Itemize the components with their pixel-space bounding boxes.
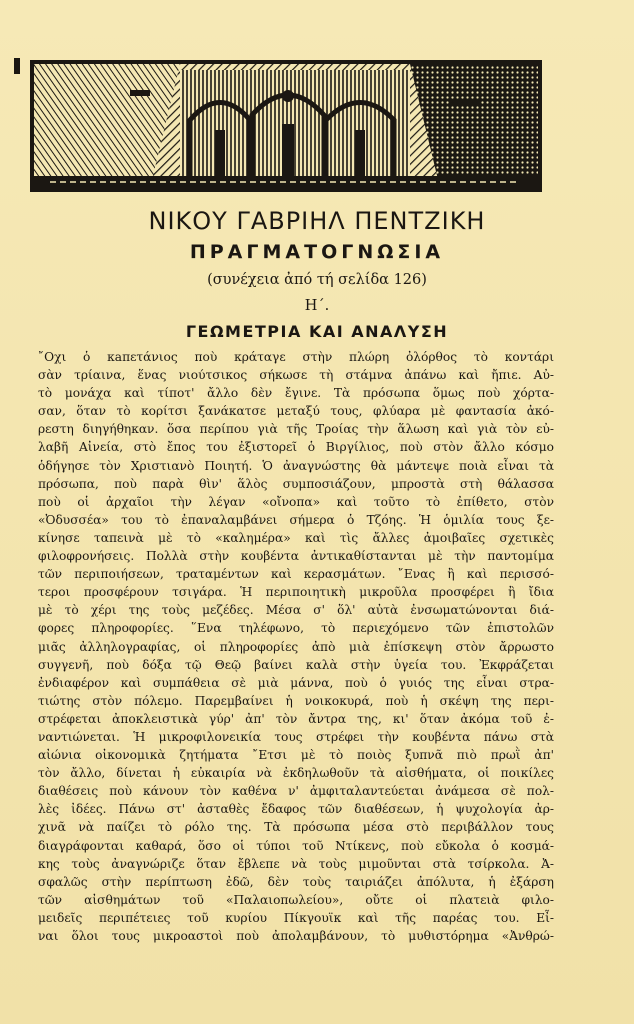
- body-line: τῶν αἰσθημάτων τοῦ «Παλαιοπωλείου», οὔτε οἱ πλατειὰ φιλο-: [38, 892, 554, 907]
- body-line: χινᾶ νὰ παίζει τὸ ρόλο της. Τὰ πρόσωπα μέσα στὸ περιβάλλον τους: [38, 820, 554, 835]
- body-line: φιλοφρονήσεις. Πολλὰ στὴν κουβέντα ἀντικαθίστανται μὲ τὴν παντομίμα: [38, 549, 554, 564]
- body-line: σὰν τρίαινα, ἕνας νιούτσικος σήκωσε τὴ στάμνα ἀπάνω καὶ ἤπιε. Αὐ-: [38, 368, 554, 383]
- corner-mark: [14, 58, 20, 74]
- body-line: τιώτης στὸν πόλεμο. Παρεμβαίνει ἡ νοικοκυρά, ποὺ ἡ σκέψη της περι-: [38, 693, 554, 708]
- body-line: σφαλῶς στὴν περίπτωση ἐδῶ, δὲν τοὺς ταιριάζει ἀπόλυτα, ἡ ἐξάρση: [38, 874, 554, 889]
- body-line: ρεστη διηγήθηκαν. ὅσα περίπου γιὰ τῆς Τροίας τὴν ἅλωση καὶ γιὰ τὸν εὐ-: [38, 422, 554, 437]
- body-line: τῶν περιποιήσεων, τραταμέντων καὶ κερασμάτων. ῎Ενας ἢ καὶ περισσό-: [38, 567, 554, 582]
- body-line: διαγράφονται καθαρά, ὅσο οἱ τύποι τοῦ Ντίκενς, ποὺ εὔκολα ὁ κοσμά-: [38, 838, 554, 853]
- author-name: ΝΙΚΟΥ ΓΑΒΡΙΗΛ ΠΕΝΤΖΙΚΗ: [148, 207, 486, 235]
- body-line: λαβῆ Αἰνεία, στὸ ἔπος του ἐξιστορεῖ ὁ Βιργίλιος, ποὺ στὸν ἄλλο κόσμο: [38, 440, 554, 455]
- body-line: μειδεῖς περιπέτειες τοῦ κυρίου Πίκγουϊκ καὶ τῆς παρέας του. Εἶ-: [38, 910, 554, 925]
- body-line: στρέφεται ἀποκλειστικὰ γύρ' ἀπ' τὸν ἄντρα της, κι' ὅταν ἀκόμα τοῦ ἐ-: [38, 711, 554, 726]
- body-line: κίνησε ταπεινὰ μὲ τὸ «καλημέρα» καὶ τὶς ἄλλες ἀμοιβαῖες σχετικὲς: [38, 530, 554, 545]
- body-line: συγγενῆ, ποὺ δόξα τῷ Θεῷ βαίνει καλὰ στὴν ὑγεία του. Ἐκφράζεται: [38, 657, 554, 672]
- article-title: ΠΡΑΓΜΑΤΟΓΝΩΣΙΑ: [189, 241, 445, 263]
- body-line: τὸν ἄλλο, δίνεται ἡ εὐκαιρία νὰ ἐκδηλωθοῦν τὰ αἰσθήματα, οἱ ποικίλες: [38, 766, 554, 781]
- woodcut-engraving: [30, 60, 542, 192]
- body-line: ὁδήγησε τὸν Χριστιανὸ Ποιητή. Ὁ ἀναγνώστης θὰ μάντεψε ποιὰ εἶναι τὰ: [38, 458, 554, 473]
- body-line: τεροι προσφέρουν τσιγάρα. Ἡ περιποιητικὴ μικροῦλα προσφέρει ἢ ἴδια: [38, 585, 554, 600]
- section-title: ΓΕΩΜΕΤΡΙΑ ΚΑΙ ΑΝΑΛΥΣΗ: [185, 322, 449, 341]
- body-line: σαν, ὅταν τὸ κορίτσι ξανάκατσε μεταξύ τους, φλύαρα μὲ φαντασία ἀκό-: [38, 404, 554, 419]
- body-line: διαθέσεις ποὺ κάνουν τὸν καθένα ν' ἀμφιταλαντεύεται ἀνάμεσα σὲ πολ-: [38, 784, 554, 799]
- continuation-note: (συνέχεια ἀπό τή σελίδα 126): [207, 272, 427, 288]
- article-body: [38, 348, 554, 945]
- body-line: «Ὀδυσσέα» του τὸ ἐπαναλαμβάνει σήμερα ὁ Τζόης. Ἡ ὁμιλία τους ξε-: [38, 512, 554, 527]
- body-line: φορες πληροφορίες. ῞Ενα τηλέφωνο, τὸ περιεχόμενο τῶν ἐπιστολῶν: [38, 621, 554, 636]
- body-line: ναντιώνεται. Ἡ μικροφιλονεικία τους στρέφει τὴν κουβέντα πάνω στὰ: [38, 729, 554, 744]
- body-line: μιᾶς ἀλληλογραφίας, οἱ πληροφορίες ἀπὸ μιὰ ἐπίσκεψη στὸν ἄρρωστο: [38, 639, 554, 654]
- body-line: αἰώνια οἰκονομικὰ ζητήματα ῎Ετσι μὲ τὸ ποιὸς ξυπνᾶ πιὸ πρωῒ ἀπ': [38, 748, 554, 763]
- body-line: κης τοὺς ἀναγνώριζε ὅταν ἔβλεπε νὰ τοὺς μιμοῦνται στὰ τσίρκολα. Ἀ-: [38, 856, 554, 871]
- body-line: ῎Οχι ὁ κaπετάνιος ποὺ κράταγε στὴν πλώρη ὀλόρθος τὸ κοντάρι: [38, 350, 554, 364]
- body-line: μὲ τὸ χέρι της τοὺς μεζέδες. Μέσα σ' ὅλ' αὐτὰ ἐνσωματώνονται διά-: [38, 603, 554, 618]
- section-number: Η΄.: [304, 298, 330, 314]
- body-line: ποὺ οἱ ἀρχαῖοι τὴν λέγαν «οἴνοπα» καὶ τοῦτο τὸ ἐπίθετο, στὸν: [38, 494, 554, 509]
- body-line: τὸ μονάχα καὶ τίποτ' ἄλλο δὲν ἔγινε. Τὰ πρόσωπα ὅμως ποὺ χόρτα-: [38, 386, 554, 401]
- body-line: ἐνδιαφέρον καὶ συμπάθεια σὲ μιὰ μάννα, ποὺ ὁ γυιός της εἶναι στρα-: [38, 675, 554, 690]
- woodcut-illustration: [30, 60, 542, 192]
- body-line: πρόσωπα, ποὺ παρὰ θὶν' ἅλὸς συμποσιάζουν, μπροστὰ στὴ θάλασσα: [38, 476, 554, 491]
- body-line: λὲς ἰδέες. Πάνω στ' ἀσταθὲς ἔδαφος τῶν διαθέσεων, ἡ ψυχολογία ἀρ-: [38, 802, 554, 817]
- body-line: ναι ὅλοι τους μικροαστοὶ ποὺ ἀπολαμβάνουν, τὸ μυθιστόρημα «Ἀνθρώ-: [38, 929, 554, 943]
